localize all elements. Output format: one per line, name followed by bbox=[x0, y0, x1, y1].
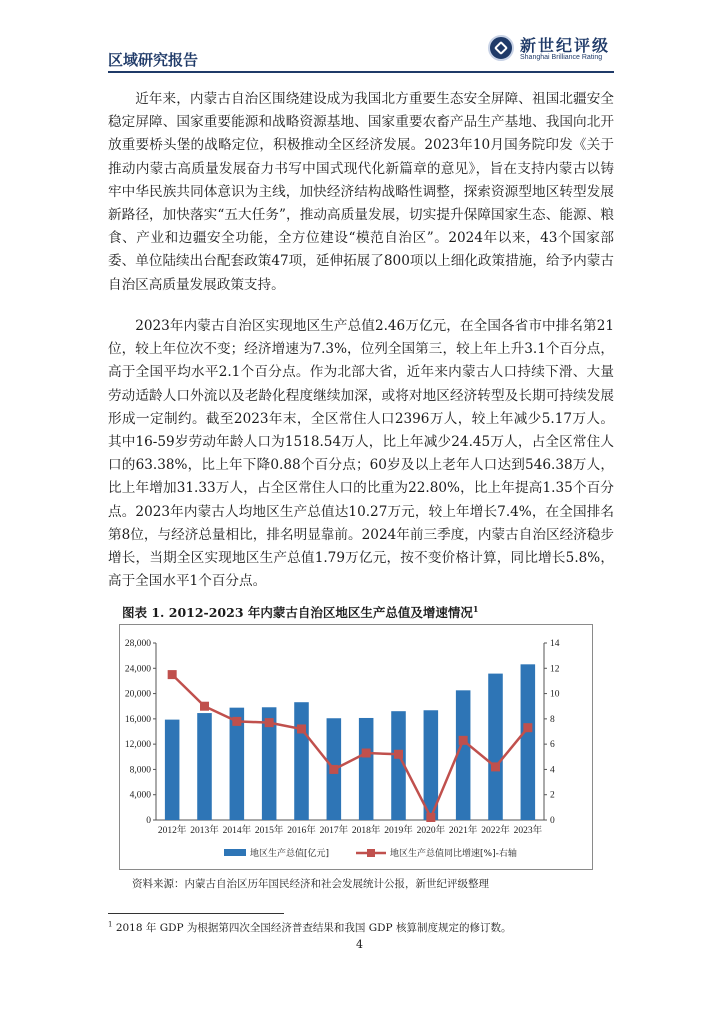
x-tick-label: 2018年 bbox=[351, 826, 381, 836]
gdp-bar bbox=[197, 713, 212, 820]
y-left-tick-label: 8,000 bbox=[129, 765, 151, 776]
x-tick-label: 2023年 bbox=[513, 826, 543, 836]
logo-name-cn: 新世纪评级 bbox=[520, 36, 611, 55]
growth-rate-point bbox=[459, 736, 468, 745]
figure-title-text: 图表 1. 2012-2023 年内蒙古自治区地区生产总值及增速情况 bbox=[122, 605, 473, 620]
growth-rate-point bbox=[232, 717, 241, 726]
page-number: 4 bbox=[356, 938, 363, 951]
figure-footnote-ref: 1 bbox=[472, 603, 479, 614]
growth-rate-line bbox=[172, 675, 528, 818]
y-left-tick-label: 28,000 bbox=[124, 639, 151, 649]
header-divider bbox=[108, 71, 614, 73]
growth-rate-point bbox=[426, 813, 435, 822]
growth-rate-point bbox=[523, 723, 532, 732]
gdp-bar bbox=[359, 718, 374, 820]
footnote-text: 2018 年 GDP 为根据第四次全国经济普查结果和我国 GDP 核算制度规定的修订数。 bbox=[115, 922, 512, 934]
gdp-bar bbox=[521, 664, 536, 820]
y-left-tick-label: 16,000 bbox=[124, 714, 151, 725]
gdp-bar bbox=[165, 720, 180, 820]
growth-rate-point bbox=[168, 670, 177, 679]
logo-name-en: Shanghai Brilliance Rating bbox=[520, 54, 603, 61]
y-right-tick-label: 12 bbox=[550, 664, 560, 675]
figure-source: 资料来源：内蒙古自治区历年国民经济和社会发展统计公报，新世纪评级整理 bbox=[132, 878, 489, 890]
x-tick-label: 2017年 bbox=[319, 826, 349, 836]
y-left-tick-label: 0 bbox=[146, 816, 151, 826]
y-right-tick-label: 14 bbox=[550, 639, 560, 649]
gdp-bar bbox=[294, 702, 309, 820]
growth-rate-point bbox=[491, 762, 500, 771]
growth-rate-point bbox=[200, 702, 209, 711]
x-tick-label: 2012年 bbox=[157, 826, 187, 836]
x-tick-label: 2014年 bbox=[222, 826, 252, 836]
growth-rate-point bbox=[329, 765, 338, 774]
body-paragraph-2: 2023年内蒙古自治区实现地区生产总值2.46万亿元，在全国各省市中排名第21位，较上年位次不变；经济增速为7.3%，位列全国第三，较上年上升3.1个百分点，高于全国平均水平2.1个百分点。作为北部大省，近年来内蒙古人口持续下滑、大量劳动适龄人口外流以及老龄化程度继续加深，或将对地区经济转型及长期可持续发展形成一定制约。截至2023年末，全区常住人口2396万人，较上年减少5.17万人。其中16-59岁劳动年龄人口为1518.54万人，比上年减少24.45万人，占全区常住人口的63.38%，比上年下降0.88个百分点；60岁及以上老年人口达到546.38万人，比上年增加31.33万人，占全区常住人口的比重为22.80%，比上年提高1.35个百分点。2023年内蒙古人均地区生产总值达10.27万元，较上年增长7.4%，在全国排名第8位，与经济总量相比，排名明显靠前。2024年前三季度，内蒙古自治区经济稳步增长，当期全区实现地区生产总值1.79万亿元，按不变价格计算，同比增长5.8%，高于全国水平1个百分点。 bbox=[108, 318, 614, 590]
y-left-tick-label: 4,000 bbox=[129, 790, 151, 801]
growth-rate-point bbox=[297, 724, 306, 733]
y-right-tick-label: 0 bbox=[550, 816, 555, 826]
y-right-tick-label: 10 bbox=[550, 689, 560, 700]
y-right-tick-label: 6 bbox=[550, 740, 555, 751]
gdp-bar bbox=[488, 674, 503, 820]
legend-swatch-gdp bbox=[224, 849, 246, 856]
y-left-tick-label: 20,000 bbox=[124, 689, 151, 700]
legend-marker-growth bbox=[367, 849, 375, 857]
x-tick-label: 2022年 bbox=[481, 826, 510, 836]
y-right-tick-label: 4 bbox=[550, 765, 555, 776]
x-tick-label: 2021年 bbox=[448, 826, 478, 836]
body-paragraph-1: 近年来，内蒙古自治区围绕建设成为我国北方重要生态安全屏障、祖国北疆安全稳定屏障、国家重要能源和战略资源基地、国家重要农畜产品生产基地、我国向北开放重要桥头堡的战略定位，积极推动全区经济发展。2023年10月国务院印发《关于推动内蒙古高质量发展奋力书写中国式现代化新篇章的意见》，旨在支持内蒙古以铸牢中华民族共同体意识为主线，加快经济结构战略性调整，探索资源型地区转型发展新路径，加快落实“五大任务”，推动高质量发展，切实提升保障国家生态、能源、粮食、产业和边疆安全功能，全方位建设“模范自治区”。2024年以来，43个国家部委、单位陆续出台配套政策47项，延伸拓展了800项以上细化政策措施，给予内蒙古自治区高质量发展政策支持。 bbox=[108, 91, 614, 293]
growth-rate-point bbox=[265, 718, 274, 727]
gdp-chart bbox=[119, 624, 593, 870]
x-tick-label: 2015年 bbox=[254, 826, 284, 836]
x-tick-label: 2016年 bbox=[287, 826, 316, 836]
footnote-divider bbox=[108, 913, 284, 914]
gdp-chart-svg bbox=[120, 625, 592, 869]
growth-rate-point bbox=[394, 750, 403, 759]
growth-rate-point bbox=[362, 748, 371, 757]
legend-label-gdp: 地区生产总值[亿元] bbox=[250, 849, 330, 859]
footnote-mark: 1 bbox=[108, 920, 113, 929]
brand-logo bbox=[488, 33, 618, 69]
y-right-tick-label: 2 bbox=[550, 790, 555, 801]
x-tick-label: 2013年 bbox=[190, 826, 219, 836]
x-tick-label: 2019年 bbox=[384, 826, 413, 836]
footnote bbox=[108, 920, 511, 935]
y-left-tick-label: 24,000 bbox=[124, 664, 151, 675]
figure-title bbox=[122, 603, 478, 621]
y-right-tick-label: 8 bbox=[550, 714, 555, 725]
report-section-title: 区域研究报告 bbox=[108, 51, 199, 69]
logo-emblem-icon bbox=[488, 35, 514, 61]
x-tick-label: 2020年 bbox=[416, 826, 446, 836]
legend-label-growth: 地区生产总值同比增速[%]-右轴 bbox=[390, 849, 517, 859]
y-left-tick-label: 12,000 bbox=[124, 740, 151, 751]
